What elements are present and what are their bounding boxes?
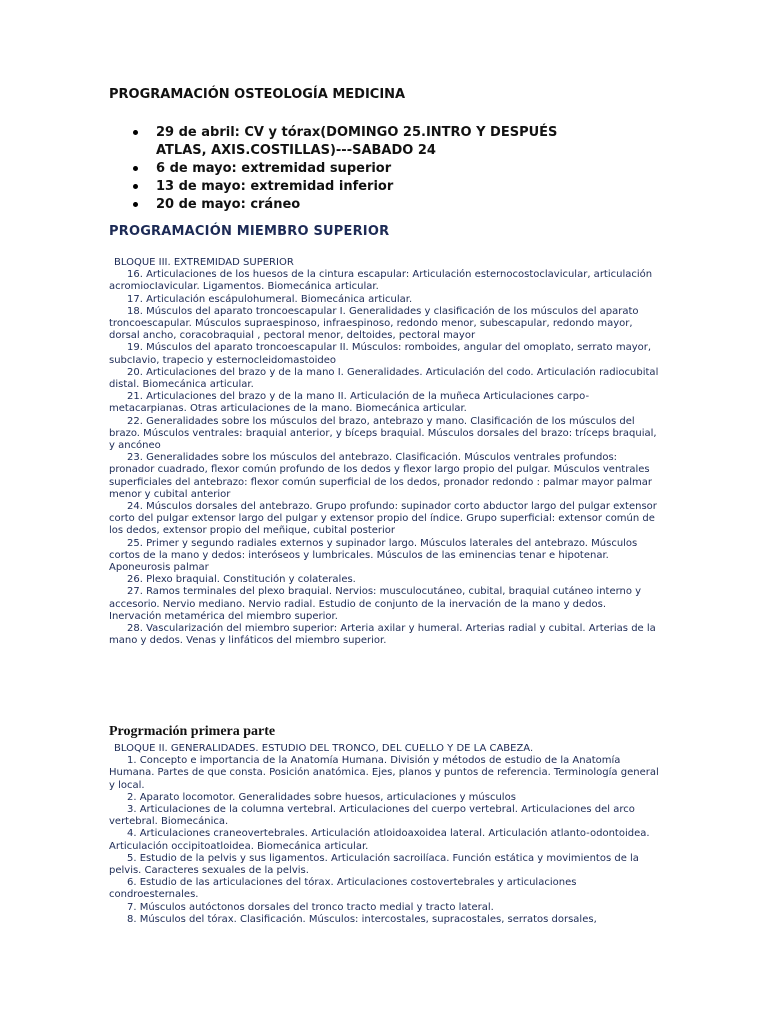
list-item: 18. Músculos del aparato troncoescapular I. Generalidades y clasificación de los músculos del aparato troncoescapular. Músculos supraespinoso, infraespinoso, redondo menor, subescapular, redondo mayor, dorsal ancho, coracobraquial , pectoral menor, deltoides, pectoral mayor: [109, 305, 639, 342]
block-label: BLOQUE II. GENERALIDADES. ESTUDIO DEL TRONCO, DEL CUELLO Y DE LA CABEZA.: [114, 743, 534, 754]
list-item: 5. Estudio de la pelvis y sus ligamentos. Articulación sacroilíaca. Función estática y movimientos de la pelvis. Caracteres sexuales de la pelvis.: [109, 852, 639, 877]
bullet-icon: [133, 130, 138, 135]
list-item: 25. Primer y segundo radiales externos y supinador largo. Músculos laterales del antebrazo. Músculos cortos de la mano y dedos: interóseos y lumbricales. Músculos de las eminencias tenar e hipotenar. Aponeurosis palmar: [109, 537, 638, 574]
list-item: 21. Articulaciones del brazo y de la mano II. Articulación de la muñeca Articulaciones carpo-metacarpianas. Otras articulaciones de la mano. Biomecánica articular.: [109, 391, 590, 415]
list-item: 8. Músculos del tórax. Clasificación. Músculos: intercostales, supracostales, serratos dorsales,: [127, 913, 597, 925]
schedule-item: 6 de mayo: extremidad superior: [133, 160, 576, 178]
schedule-list: [133, 124, 576, 214]
block-label: BLOQUE III. EXTREMIDAD SUPERIOR: [114, 257, 294, 268]
list-item: 3. Articulaciones de la columna vertebral. Articulaciones del cuerpo vertebral. Articulaciones del arco vertebral. Biomecánica.: [109, 804, 635, 828]
list-item: 24. Músculos dorsales del antebrazo. Grupo profundo: supinador corto abductor largo del pulgar extensor corto del pulgar extensor largo del pulgar y extensor propio del índice. Grupo superficial: extensor común de los dedos, extensor propio del meñique, cubital posterior: [109, 501, 657, 537]
schedule-item: 29 de abril: CV y tórax(DOMINGO 25.INTRO Y DESPUÉS ATLAS, AXIS.COSTILLAS)---SABADO 24: [133, 124, 576, 160]
first-part-title: Progrmación primera parte: [109, 724, 276, 739]
list-item: 23. Generalidades sobre los músculos del antebrazo. Clasificación. Músculos ventrales profundos: pronador cuadrado, flexor común profundo de los dedos y flexor largo propio del pulgar. Músculos ventrales superficiales del antebrazo: flexor común superficial de los dedos, pronador redondo : palmar mayor palmar menor y cubital anterior: [109, 452, 652, 500]
list-item: 2. Aparato locomotor. Generalidades sobre huesos, articulaciones y músculos: [127, 791, 516, 803]
list-item: 20. Articulaciones del brazo y de la mano I. Generalidades. Articulación del codo. Articulación radiocubital distal. Biomecánica articular.: [109, 366, 659, 391]
document-title: PROGRAMACIÓN OSTEOLOGÍA MEDICINA: [109, 87, 406, 102]
list-item: 7. Músculos autóctonos dorsales del tronco tracto medial y tracto lateral.: [127, 901, 494, 913]
list-item: 16. Articulaciones de los huesos de la cintura escapular: Articulación esternocostoclavicular, articulación acromiocIavicular. Ligamentos. Biomecánica articular.: [109, 269, 653, 293]
list-item: 19. Músculos del aparato troncoescapular II. Músculos: romboides, angular del omoplato, serrato mayor, subcIavio, trapecio y esternocleidomastoideo: [109, 342, 652, 366]
upper-limb-block: [109, 257, 661, 648]
first-part-block: [109, 743, 661, 926]
list-item: 6. Estudio de las articulaciones del tórax. Articulaciones costovertebrales y articulaciones condroesternales.: [109, 877, 577, 901]
list-item: 1. Concepto e importancia de la Anatomía Humana. División y métodos de estudio de la Anatomía Humana. Partes de que consta. Posición anatómica. Ejes, planos y puntos de referencia. Terminología general y local.: [109, 755, 659, 791]
upper-limb-section-title: PROGRAMACIÓN MIEMBRO SUPERIOR: [109, 224, 390, 239]
list-item: 27. Ramos terminales del plexo braquial. Nervios: musculocutáneo, cubital, braquial cutáneo interno y accesorio. Nervio mediano. Nervio radial. Estudio de conjunto de la inervación de la mano y dedos. Inervación metamérica del miembro superior.: [109, 586, 642, 622]
list-item: 28. Vascularización del miembro superior: Arteria axilar y humeral. Arterias radial y cubital. Arterias de la mano y dedos. Venas y linfáticos del miembro superior.: [109, 623, 656, 647]
schedule-item: 13 de mayo: extremidad inferior: [133, 178, 576, 196]
bullet-icon: [133, 166, 138, 171]
list-item: 22. Generalidades sobre los músculos del brazo, antebrazo y mano. Clasificación de los músculos del brazo. Músculos ventrales: braquial anterior, y bíceps braquial. Músculos dorsales del brazo: tríceps braquial, y ancóneo: [109, 415, 657, 452]
list-item: 26. Plexo braquial. Constitución y colaterales.: [127, 574, 356, 586]
list-item: 4. Articulaciones craneovertebrales. Articulación atloidoaxoidea lateral. Articulación atlanto-odontoidea. Articulación occipitoatloidea. Biomecánica articular.: [109, 828, 650, 852]
bullet-icon: [133, 184, 138, 189]
schedule-item: 20 de mayo: cráneo: [133, 196, 576, 214]
list-item: 17. Articulación escápulohumeral. Biomecánica articular.: [127, 293, 413, 305]
bullet-icon: [133, 202, 138, 207]
